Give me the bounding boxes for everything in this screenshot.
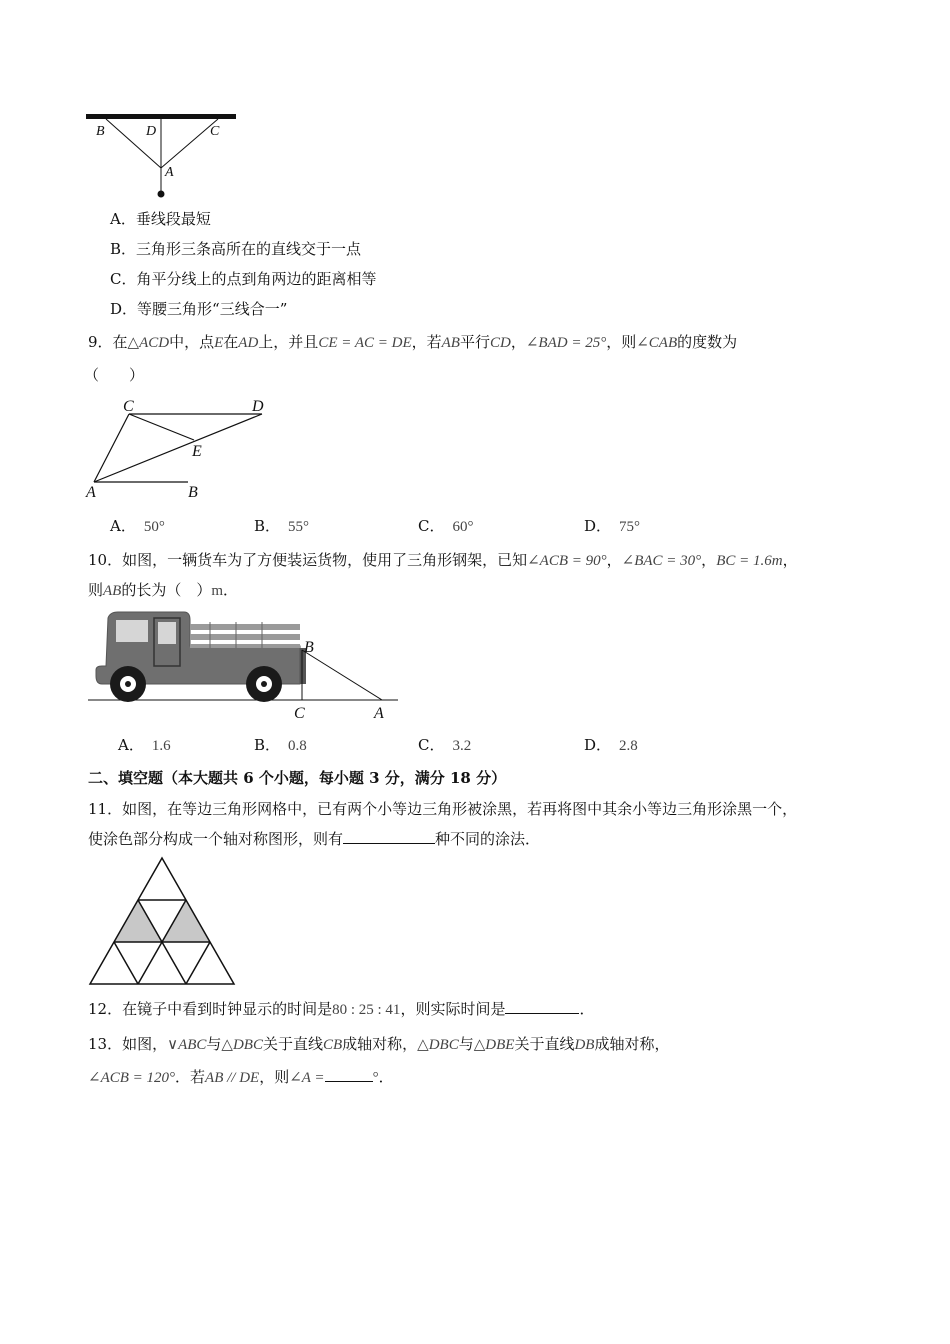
q9-stem: 9．在△ACD中，点E在AD上，并且CE = AC = DE，若AB平行CD，∠BAD = 25°，则∠CAB的度数为 [88,333,738,351]
q10-option-a: A． 1.6 [118,736,171,754]
q10-option-b: B． 0.8 [254,736,307,754]
q10-stem-line1: 10．如图，一辆货车为了方便装运货物，使用了三角形钢架，已知∠ACB = 90°，∠BAC = 30°，BC = 1.6m， [88,551,798,569]
plumb-figure [84,110,244,202]
q8-option-d: D．等腰三角形“三线合一” [110,300,288,318]
q9-option-b: B． 55° [254,517,310,535]
q9-option-a: A． 50° [110,517,165,535]
label-D: D [252,398,264,415]
label-A: A [86,484,96,501]
q10-option-c: C． 3.2 [418,736,472,754]
q9-paren: （ ） [84,366,145,384]
q8-option-b: B．三角形三条高所在的直线交于一点 [110,240,362,258]
q9-option-d: D． 75° [584,517,641,535]
label-B: B [304,639,314,656]
label-D: D [146,124,157,139]
answer-blank[interactable] [505,999,579,1014]
triangle-grid-figure [86,856,240,988]
answer-blank[interactable] [343,829,435,844]
q10-stem-line2: 则AB的长为（ ）m． [88,581,239,599]
q11-stem-line1: 11．如图，在等边三角形网格中，已有两个小等边三角形被涂黑，若再将图中其余小等边三角形涂黑一个， [88,800,798,818]
label-C: C [123,398,134,415]
q8-option-c: C．角平分线上的点到角两边的距离相等 [110,270,377,288]
section-heading: 二、填空题（本大题共 6 个小题，每小题 3 分，满分 18 分） [88,769,507,787]
q13-stem-line2: ∠ACB = 120°．若AB // DE，则∠A = °． [88,1068,394,1086]
label-C: C [210,124,220,139]
q10-option-d: D． 2.8 [584,736,638,754]
q13-stem-line1: 13．如图，∨ABC与△DBC关于直线CB成轴对称，△DBC与△DBE关于直线DB成轴对称， [88,1035,670,1053]
label-A: A [165,165,174,180]
q9-figure [84,396,274,502]
label-C: C [294,705,305,722]
label-B: B [96,124,105,139]
truck-figure [86,608,406,724]
label-B: B [188,484,198,501]
q12-stem: 12．在镜子中看到时钟显示的时间是80 : 25 : 41，则实际时间是 ． [88,1000,595,1018]
label-A: A [374,705,384,722]
q11-stem-line2: 使涂色部分构成一个轴对称图形，则有 种不同的涂法． [88,830,541,848]
q8-option-a: A．垂线段最短 [110,210,211,228]
q9-option-c: C． 60° [418,517,474,535]
label-E: E [192,443,202,460]
answer-blank[interactable] [325,1067,373,1082]
